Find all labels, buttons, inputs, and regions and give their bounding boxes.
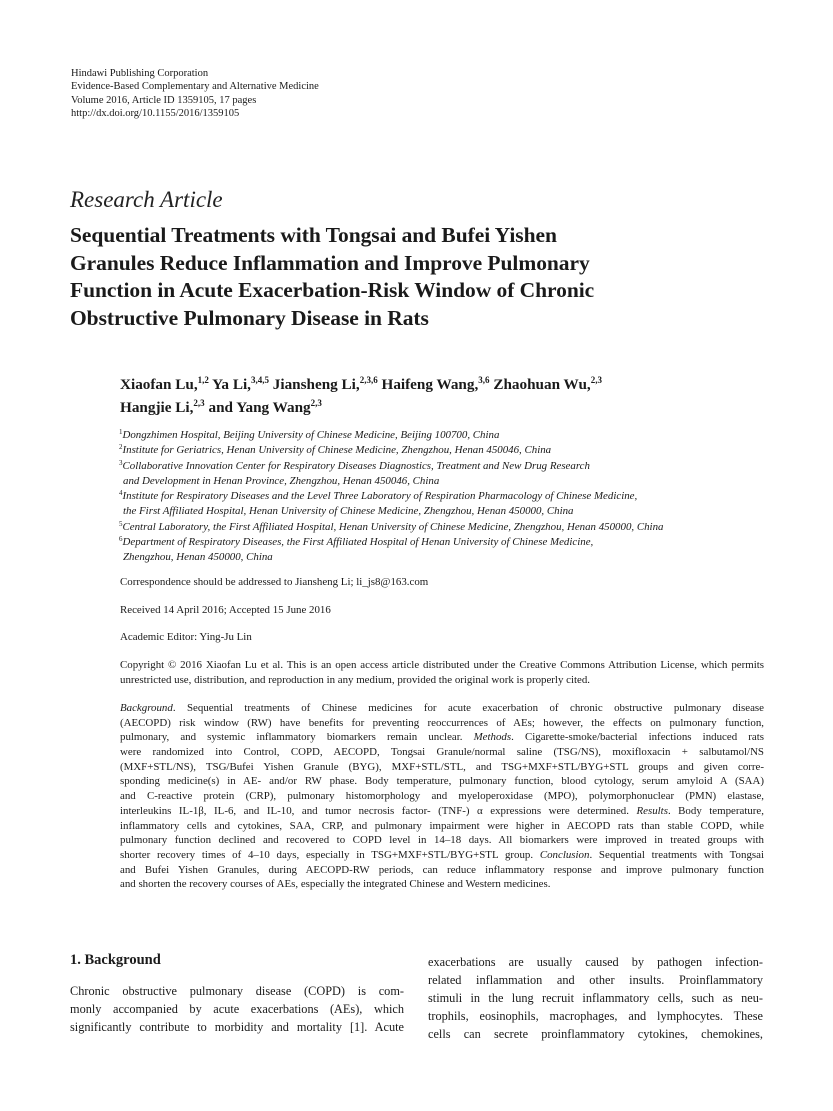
affiliation-list	[119, 428, 779, 566]
affiliation: $^6$Department of Respiratory Diseases, the First Affiliated Hospital of Henan University of Chinese Medicine,	[119, 535, 594, 549]
abstract-label-results: Results	[636, 804, 668, 817]
author-affil: 2,3	[590, 375, 602, 385]
author-affil: 3,4,5	[250, 375, 269, 385]
affiliation: $^4$Institute for Respiratory Diseases and the Level Three Laboratory of Respiration Pharmacology of Chinese Medicine,	[119, 489, 638, 503]
article-type: Research Article	[70, 187, 223, 212]
author-name: Zhaohuan Wu,	[493, 376, 591, 393]
title-line: Granules Reduce Inflammation and Improve Pulmonary	[70, 250, 590, 275]
abstract-label-methods: Methods	[473, 731, 512, 744]
affiliation: $^3$Collaborative Innovation Center for Respiratory Diseases Diagnostics, Treatment and New Drug Research	[119, 458, 590, 472]
publisher: Hindawi Publishing Corporation	[71, 68, 209, 79]
author-name: Jiansheng Li,	[272, 376, 360, 393]
author-name: Haifeng Wang,	[381, 376, 479, 393]
title-line: Sequential Treatments with Tongsai and Bufei Yishen	[70, 223, 557, 247]
abstract-label-background: Background	[120, 702, 173, 714]
paper-title	[70, 222, 770, 333]
journal-name: Evidence-Based Complementary and Alternative Medicine	[71, 81, 319, 93]
volume-line: Volume 2016, Article ID 1359105, 17 pages	[71, 94, 257, 106]
author-affil: 2,3	[193, 397, 205, 408]
correspondence: Correspondence should be addressed to Jiansheng Li; li_js8@163.com	[120, 576, 429, 588]
academic-editor: Academic Editor: Ying-Ju Lin	[120, 631, 252, 643]
abstract-label-conclusion: Conclusion	[539, 848, 590, 861]
author-name: Xiaofan Lu,	[120, 376, 198, 393]
body-column-left: Chronic obstructive pulmonary disease (COPD) is com- monly accompanied by acute exacerbations (AEs), which significantly contribute to morbidity and mortality [1]. Acute	[70, 984, 404, 1034]
affiliation: $^2$Institute for Geriatrics, Henan University of Chinese Medicine, Zhengzhou, Henan 450046, China	[119, 443, 552, 457]
title-line: Obstructive Pulmonary Disease in Rats	[70, 306, 429, 331]
dates: Received 14 April 2016; Accepted 15 June 2016	[120, 604, 331, 616]
copyright-notice: Copyright © 2016 Xiaofan Lu et al. This is an open access article distributed under the Creative Commons Attribution License, which permits unrestricted use, distribution, and reproduction in any medium, provided the original work is properly cited.	[120, 659, 764, 686]
author-affil: 3,6	[478, 375, 490, 385]
affiliation: $^5$Central Laboratory, the First Affiliated Hospital, Henan University of Chinese Medicine, Zhengzhou, Henan 450000, China	[119, 519, 664, 533]
author-name: and Yang Wang	[208, 398, 311, 416]
author-name: Hangjie Li,	[120, 398, 194, 416]
abstract: Background. Sequential treatments of Chinese medicines for acute exacerbation of chronic obstructive pulmonary disease (AECOPD) risk window (RW) have benefits for preventing reoccurrences of AEs; however, the effects on pulmonary function, pulmonary, and systemic inflammatory biomarkers remain unclear. Methods. Cigarette-smoke/bacterial infections induced rats were randomized into Control, COPD, AECOPD, Tongsai Granule/normal saline (TSG/NS), moxifloxacin + salbutamol/NS (MXF+STL/NS), TSG/Bufei Yishen Granule (BYG), MXF+STL/STL, and TSG+MXF+STL/BYG+STL groups and given corre- sponding medicine(s) in AE- and/or RW phase. Body temperature, pulmonary function, blood cytology, serum amyloid A (SAA) and C-reactive protein (CRP), pulmonary histomorphology and myeloperoxidase (MPO), polymorphonuclear (PMN) elastase, interleukins IL-1β, IL-6, and IL-10, and tumor necrosis factor- (TNF-) α expressions were determined. Results. Body temperature, inflammatory cells and cytokines, SAA, CRP, and pulmonary impairment were higher in AECOPD rats than stable COPD, while pulmonary function declined and recovered to COPD level in 14–18 days. All biomarkers were improved in treated groups with shorter recovery times of 4–10 days, especially in TSG+MXF+STL/BYG+STL group. Conclusion. Sequential treatments with Tongsai and Bufei Yishen Granules, during AECOPD-RW periods, can reduce inflammatory response and improve pulmonary function and shorten the recovery courses of AEs, especially the integrated Chinese and Western medicines.	[120, 702, 764, 891]
affiliation-cont: Zhengzhou, Henan 450000, China	[123, 551, 273, 564]
affiliation: $^1$Dongzhimen Hospital, Beijing University of Chinese Medicine, Beijing 100700, China	[119, 428, 500, 441]
title-line: Function in Acute Exacerbation-Risk Window of Chronic	[70, 278, 595, 303]
affiliation-cont: the First Affiliated Hospital, Henan University of Chinese Medicine, Zhengzhou, Henan 450000, China	[123, 505, 574, 518]
author-affil: 1,2	[197, 375, 209, 385]
doi-link[interactable]: http://dx.doi.org/10.1155/2016/1359105	[71, 108, 240, 120]
author-name: Ya Li,	[212, 376, 251, 393]
author-list	[120, 374, 770, 419]
author-affil: 2,3,6	[359, 375, 378, 385]
affiliation-cont: and Development in Henan Province, Zhengzhou, Henan 450046, China	[123, 474, 440, 487]
body-column-right: exacerbations are usually caused by pathogen infection- related inflammation and other insults. Proinflammatory stimuli in the lung recruit inflammatory cells, such as neu- trophils, eosinophils, macrophages, and lymphocytes. These cells can secrete proinflammatory cytokines, chemokines,	[428, 955, 763, 1041]
section-heading: 1. Background	[70, 952, 161, 968]
journal-info	[71, 67, 319, 121]
author-affil: 2,3	[310, 397, 322, 408]
